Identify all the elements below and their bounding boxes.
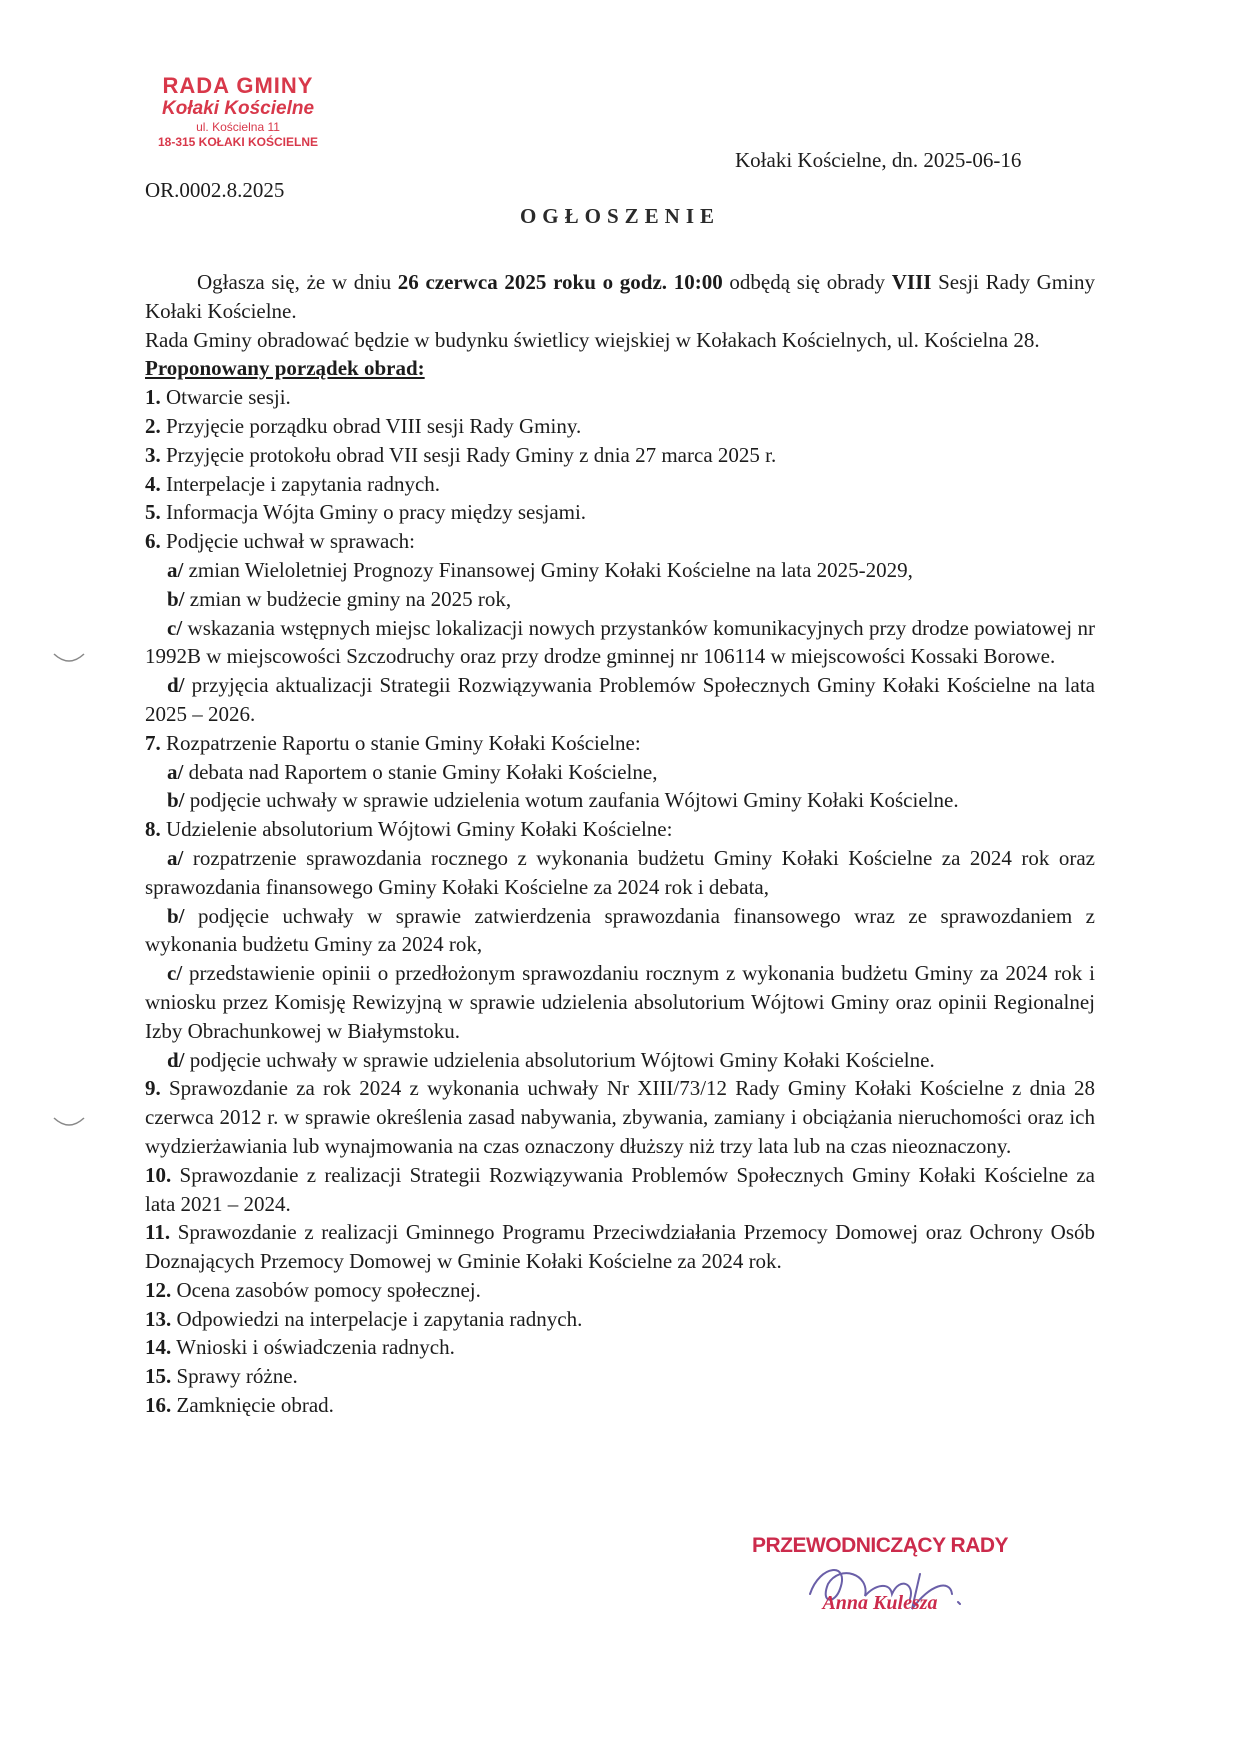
punch-mark-icon [52,652,86,666]
agenda-item: 7. Rozpatrzenie Raportu o stanie Gminy Kołaki Kościelne: [145,730,641,755]
stamp-line-4: 18-315 KOŁAKI KOŚCIELNE [157,135,319,149]
agenda-heading: Proponowany porządek obrad: [145,356,425,381]
agenda-subitem: d/ podjęcie uchwały w sprawie udzielenia absolutorium Wójtowi Gminy Kołaki Kościelne. [167,1047,935,1072]
agenda-item: 2. Przyjęcie porządku obrad VIII sesji Rady Gminy. [145,413,582,438]
session-number: VIII [891,270,932,294]
session-date: 26 czerwca 2025 roku o godz. 10:00 [397,270,723,294]
agenda-subitem: a/ zmian Wieloletniej Prognozy Finansowej Gminy Kołaki Kościelne na lata 2025-2029, [167,557,913,582]
council-stamp [128,74,348,150]
agenda-item: 12. Ocena zasobów pomocy społecznej. [145,1277,481,1302]
stamp-line-1: RADA GMINY [162,73,314,98]
document-title: OGŁOSZENIE [519,204,721,228]
agenda-item: 16. Zamknięcie obrad. [145,1393,334,1418]
agenda-subitem: c/ wskazania wstępnych miejsc lokalizacji nowych przystanków komunikacyjnych przy drodze powiatowej nr 1992B w miejscowości Szczodruchy oraz przy drodze gminnej nr 106114 w miejscowości Kossaki Borowe. [145,615,1095,669]
agenda-item: 1. Otwarcie sesji. [145,385,291,410]
agenda-item: 3. Przyjęcie protokołu obrad VII sesji Rady Gminy z dnia 27 marca 2025 r. [145,442,777,467]
announcement-body [145,268,1095,1420]
intro-text: Sesji Rady Gminy Kołaki Kościelne. [145,270,1095,323]
agenda-subitem: a/ debata nad Raportem o stanie Gminy Kołaki Kościelne, [167,759,658,784]
intro-text: odbędą się obrady [722,270,892,294]
stamp-line-3: ul. Kościelna 11 [196,120,280,134]
agenda-item: 10. Sprawozdanie z realizacji Strategii Rozwiązywania Problemów Społecznych Gminy Kołaki Kościelne za lata 2021 – 2024. [145,1162,1095,1216]
agenda-item: 6. Podjęcie uchwał w sprawach: [145,529,415,554]
agenda-subitem: d/ przyjęcia aktualizacji Strategii Rozwiązywania Problemów Społecznych Gminy Kołaki Kościelne na lata 2025 – 2026. [145,673,1095,726]
agenda-subitem: b/ podjęcie uchwały w sprawie udzielenia wotum zaufania Wójtowi Gminy Kołaki Kościelne. [167,788,959,813]
intro-text: Ogłasza się, że w dniu [197,270,398,294]
agenda-item: 8. Udzielenie absolutorium Wójtowi Gminy Kołaki Kościelne: [145,817,673,842]
agenda-subitem: a/ rozpatrzenie sprawozdania rocznego z wykonania budżetu Gminy Kołaki Kościelne za 2024 rok oraz sprawozdania finansowego Gminy Kołaki Kościelne za 2024 rok i debata, [145,845,1095,899]
agenda-subitem: c/ przedstawienie opinii o przedłożonym sprawozdaniu rocznym z wykonania budżetu Gminy za 2024 rok i wniosku przez Komisję Rewizyjną w sprawie udzielenia absolutorium Wójtowi Gminy oraz opinii Regionalnej Izby Obrachunkowej w Białymstoku. [145,961,1095,1043]
intro-paragraph [145,268,1095,326]
agenda-item: 5. Informacja Wójta Gminy o pracy między sesjami. [145,500,587,525]
agenda-item: 4. Interpelacje i zapytania radnych. [145,471,441,496]
agenda-item: 13. Odpowiedzi na interpelacje i zapytania radnych. [145,1306,583,1331]
place-date: Kołaki Kościelne, dn. 2025-06-16 [735,148,1022,172]
signature-title: PRZEWODNICZĄCY RADY [751,1534,1009,1557]
agenda-item: 9. Sprawozdanie za rok 2024 z wykonania uchwały Nr XIII/73/12 Rady Gminy Kołaki Kościelne z dnia 28 czerwca 2012 r. w sprawie określenia zasad nabywania, zbywania, zamiany i obciążania nieruchomości oraz ich wydzierżawiania lub wynajmowania na czas oznaczony dłuższy niż trzy lata lub na czas nieoznaczony. [145,1076,1095,1158]
signatory-name: Anna Kulesza [822,1592,938,1614]
venue-paragraph: Rada Gminy obradować będzie w budynku świetlicy wiejskiej w Kołakach Kościelnych, ul. Kościelna 28. [145,327,1040,352]
reference-number: OR.0002.8.2025 [145,178,285,202]
agenda-subitem: b/ zmian w budżecie gminy na 2025 rok, [167,586,512,611]
stamp-line-2: Kołaki Kościelne [161,98,315,119]
agenda-subitem: b/ podjęcie uchwały w sprawie zatwierdzenia sprawozdania finansowego wraz ze sprawozdaniem z wykonania budżetu Gminy za 2024 rok, [145,903,1095,957]
agenda-item: 15. Sprawy różne. [145,1364,298,1389]
signature-block [740,1534,1020,1615]
agenda-item: 14. Wnioski i oświadczenia radnych. [145,1335,455,1360]
punch-mark-icon [52,1116,86,1130]
agenda-item: 11. Sprawozdanie z realizacji Gminnego Programu Przeciwdziałania Przemocy Domowej oraz Ochrony Osób Doznających Przemocy Domowej w Gminie Kołaki Kościelne za 2024 rok. [145,1220,1095,1274]
